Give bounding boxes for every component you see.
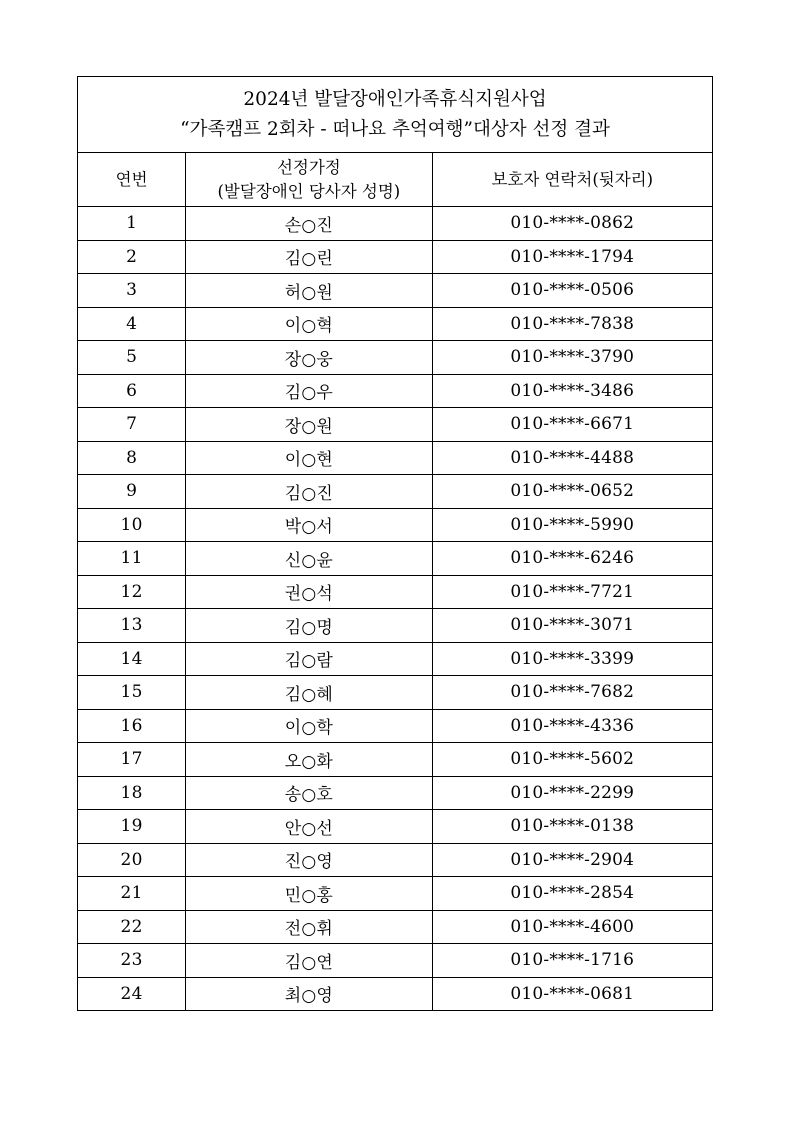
- table-row: [78, 977, 713, 1011]
- row-number-cell: 6: [78, 374, 186, 408]
- table-row: [78, 910, 713, 944]
- guardian-phone-cell: 010-****-6671: [432, 408, 712, 442]
- table-row: [78, 743, 713, 777]
- row-number-cell: 24: [78, 977, 186, 1011]
- table-row: [78, 341, 713, 375]
- guardian-phone-cell: 010-****-5990: [432, 508, 712, 542]
- guardian-phone-cell: 010-****-6246: [432, 542, 712, 576]
- selected-name-cell: 김○진: [186, 475, 432, 509]
- guardian-phone-cell: 010-****-4336: [432, 709, 712, 743]
- guardian-phone-cell: 010-****-0138: [432, 810, 712, 844]
- guardian-phone-cell: 010-****-2904: [432, 843, 712, 877]
- row-number-cell: 1: [78, 207, 186, 241]
- selected-name-cell: 김○우: [186, 374, 432, 408]
- table-row: [78, 843, 713, 877]
- row-number-cell: 23: [78, 944, 186, 978]
- title-line-1: 2024년 발달장애인가족휴식지원사업: [243, 88, 547, 110]
- table-row: [78, 642, 713, 676]
- table-row: [78, 307, 713, 341]
- guardian-phone-cell: 010-****-3486: [432, 374, 712, 408]
- row-number-cell: 14: [78, 642, 186, 676]
- selected-name-cell: 신○윤: [186, 542, 432, 576]
- row-number-cell: 21: [78, 877, 186, 911]
- selected-name-cell: 김○혜: [186, 676, 432, 710]
- selected-name-cell: 장○웅: [186, 341, 432, 375]
- row-number-cell: 16: [78, 709, 186, 743]
- guardian-phone-cell: 010-****-0506: [432, 274, 712, 308]
- selected-name-cell: 진○영: [186, 843, 432, 877]
- table-row: [78, 676, 713, 710]
- document-title: [78, 77, 713, 153]
- header-no: 연번: [78, 153, 186, 207]
- table-row: [78, 475, 713, 509]
- row-number-cell: 18: [78, 776, 186, 810]
- header-name-line-1: 선정가정: [276, 157, 341, 177]
- guardian-phone-cell: 010-****-2854: [432, 877, 712, 911]
- guardian-phone-cell: 010-****-0681: [432, 977, 712, 1011]
- header-name: [186, 153, 432, 207]
- selected-name-cell: 전○휘: [186, 910, 432, 944]
- table-row: [78, 408, 713, 442]
- selected-name-cell: 김○린: [186, 240, 432, 274]
- row-number-cell: 4: [78, 307, 186, 341]
- guardian-phone-cell: 010-****-4488: [432, 441, 712, 475]
- row-number-cell: 8: [78, 441, 186, 475]
- column-header-row: [78, 153, 713, 207]
- guardian-phone-cell: 010-****-3071: [432, 609, 712, 643]
- selected-name-cell: 이○현: [186, 441, 432, 475]
- selected-name-cell: 김○연: [186, 944, 432, 978]
- selected-name-cell: 안○선: [186, 810, 432, 844]
- row-number-cell: 5: [78, 341, 186, 375]
- selected-name-cell: 허○원: [186, 274, 432, 308]
- guardian-phone-cell: 010-****-4600: [432, 910, 712, 944]
- guardian-phone-cell: 010-****-3399: [432, 642, 712, 676]
- row-number-cell: 11: [78, 542, 186, 576]
- header-name-line-2: (발달장애인 당사자 성명): [217, 181, 401, 201]
- table-row: [78, 944, 713, 978]
- selected-name-cell: 오○화: [186, 743, 432, 777]
- table-row: [78, 207, 713, 241]
- row-number-cell: 3: [78, 274, 186, 308]
- selected-name-cell: 손○진: [186, 207, 432, 241]
- selected-name-cell: 이○혁: [186, 307, 432, 341]
- selected-name-cell: 김○람: [186, 642, 432, 676]
- guardian-phone-cell: 010-****-0652: [432, 475, 712, 509]
- row-number-cell: 17: [78, 743, 186, 777]
- guardian-phone-cell: 010-****-1794: [432, 240, 712, 274]
- guardian-phone-cell: 010-****-1716: [432, 944, 712, 978]
- selected-name-cell: 장○원: [186, 408, 432, 442]
- row-number-cell: 9: [78, 475, 186, 509]
- header-phone: 보호자 연락처(뒷자리): [432, 153, 712, 207]
- table-body: [78, 207, 713, 1011]
- row-number-cell: 7: [78, 408, 186, 442]
- row-number-cell: 10: [78, 508, 186, 542]
- table-row: [78, 240, 713, 274]
- row-number-cell: 2: [78, 240, 186, 274]
- table-row: [78, 776, 713, 810]
- row-number-cell: 22: [78, 910, 186, 944]
- guardian-phone-cell: 010-****-2299: [432, 776, 712, 810]
- table-row: [78, 810, 713, 844]
- table-row: [78, 609, 713, 643]
- guardian-phone-cell: 010-****-7721: [432, 575, 712, 609]
- selected-name-cell: 송○호: [186, 776, 432, 810]
- selected-name-cell: 권○석: [186, 575, 432, 609]
- title-row: [78, 77, 713, 153]
- title-line-2: “가족캠프 2회차 - 떠나요 추억여행”대상자 선정 결과: [180, 118, 610, 140]
- table-row: [78, 542, 713, 576]
- table-row: [78, 508, 713, 542]
- guardian-phone-cell: 010-****-5602: [432, 743, 712, 777]
- table-row: [78, 877, 713, 911]
- table-row: [78, 274, 713, 308]
- table-row: [78, 709, 713, 743]
- guardian-phone-cell: 010-****-7838: [432, 307, 712, 341]
- guardian-phone-cell: 010-****-7682: [432, 676, 712, 710]
- guardian-phone-cell: 010-****-0862: [432, 207, 712, 241]
- table-row: [78, 441, 713, 475]
- selected-name-cell: 민○홍: [186, 877, 432, 911]
- selected-name-cell: 최○영: [186, 977, 432, 1011]
- guardian-phone-cell: 010-****-3790: [432, 341, 712, 375]
- selected-name-cell: 박○서: [186, 508, 432, 542]
- selected-name-cell: 이○학: [186, 709, 432, 743]
- row-number-cell: 20: [78, 843, 186, 877]
- selection-results-table: [77, 76, 713, 1011]
- row-number-cell: 12: [78, 575, 186, 609]
- table-row: [78, 374, 713, 408]
- table-row: [78, 575, 713, 609]
- selected-name-cell: 김○명: [186, 609, 432, 643]
- row-number-cell: 19: [78, 810, 186, 844]
- row-number-cell: 15: [78, 676, 186, 710]
- row-number-cell: 13: [78, 609, 186, 643]
